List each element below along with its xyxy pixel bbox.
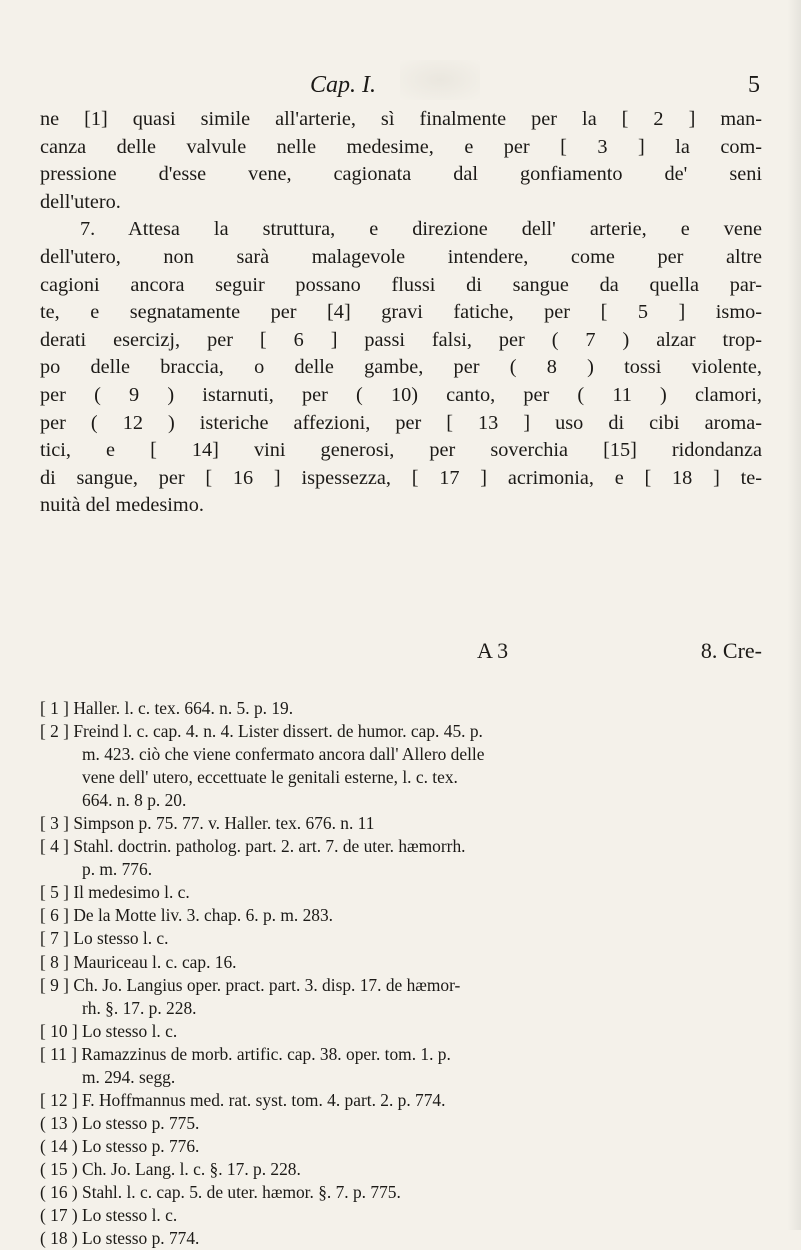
text-line: di sangue, per [ 16 ] ispessezza, [ 17 ] acrimonia, e [ 18 ] te- [40,466,762,489]
footnote: ( 16 ) Stahl. l. c. cap. 5. de uter. hæmor. §. 7. p. 775. [40,1181,401,1202]
running-header [40,66,760,100]
signature-line [40,638,762,668]
footnote: [ 2 ] Freind l. c. cap. 4. n. 4. Lister dissert. de humor. cap. 45. p. [40,721,483,742]
footnote: [ 6 ] De la Motte liv. 3. chap. 6. p. m. 283. [40,905,334,926]
catchword: 8. Cre- [700,638,762,663]
page-edge-shadow [787,0,801,1230]
footnote-continuation: m. 423. ciò che viene confermato ancora dall' Allero delle [82,744,485,765]
page-number: 5 [748,72,760,98]
footnote-continuation: vene dell' utero, eccettuate le genitali esterne, l. c. tex. [82,767,458,788]
text-line: nuità del medesimo. [40,494,204,517]
footnote: ( 13 ) Lo stesso p. 775. [40,1112,200,1133]
text-line: dell'utero, non sarà malagevole intendere, come per altre [40,245,762,268]
footnote: ( 18 ) Lo stesso p. 774. [40,1228,200,1249]
footnote: [ 8 ] Mauriceau l. c. cap. 16. [40,951,237,972]
footnote-continuation: p. m. 776. [82,859,153,880]
text-line: canza delle valvule nelle medesime, e per [ 3 ] la com- [40,135,762,158]
footnote-continuation: 664. n. 8 p. 20. [82,790,187,811]
chapter-heading: Cap. I. [310,72,376,98]
text-line: tici, e [ 14] vini generosi, per soverchia [15] ridondanza [40,439,762,462]
text-line: dell'utero. [40,190,121,213]
footnote: ( 15 ) Ch. Jo. Lang. l. c. §. 17. p. 228. [40,1158,301,1179]
text-line: cagioni ancora seguir possano flussi di sangue da quella par- [40,273,762,296]
footnotes [40,697,764,1250]
text-line: per ( 9 ) istarnuti, per ( 10) canto, per ( 11 ) clamori, [40,383,762,406]
text-line: derati esercizj, per [ 6 ] passi falsi, per ( 7 ) alzar trop- [40,328,762,351]
footnote-continuation: m. 294. segg. [82,1066,176,1087]
footnote: [ 10 ] Lo stesso l. c. [40,1020,178,1041]
footnote: [ 7 ] Lo stesso l. c. [40,928,169,949]
footnote: ( 17 ) Lo stesso l. c. [40,1205,178,1226]
footnote: [ 4 ] Stahl. doctrin. patholog. part. 2. art. 7. de uter. hæmorrh. [40,836,466,857]
footnote: [ 11 ] Ramazzinus de morb. artific. cap. 38. oper. tom. 1. p. [40,1043,451,1064]
text-line: per ( 12 ) isteriche affezioni, per [ 13 ] uso di cibi aroma- [40,411,762,434]
footnote: [ 5 ] Il medesimo l. c. [40,882,190,903]
footnote: [ 3 ] Simpson p. 75. 77. v. Haller. tex. 676. n. 11 [40,813,375,834]
signature-mark: A 3 [477,638,509,663]
text-line: po delle braccia, o delle gambe, per ( 8 ) tossi violente, [40,356,762,379]
footnote: [ 12 ] F. Hoffmannus med. rat. syst. tom. 4. part. 2. p. 774. [40,1089,446,1110]
footnote: ( 14 ) Lo stesso p. 776. [40,1135,200,1156]
footnote-continuation: rh. §. 17. p. 228. [82,997,197,1018]
text-line: te, e segnatamente per [4] gravi fatiche, per [ 5 ] ismo- [40,301,762,324]
main-text [40,106,762,520]
text-line: pressione d'esse vene, cagionata dal gonfiamento de' seni [40,163,762,186]
text-line: ne [1] quasi simile all'arterie, sì finalmente per la [ 2 ] man- [40,108,762,130]
footnote: [ 9 ] Ch. Jo. Langius oper. pract. part. 3. disp. 17. de hæmor- [40,974,461,995]
paragraph-start: 7. Attesa la struttura, e direzione dell' arterie, e vene [80,218,762,241]
footnote: [ 1 ] Haller. l. c. tex. 664. n. 5. p. 19. [40,698,294,718]
